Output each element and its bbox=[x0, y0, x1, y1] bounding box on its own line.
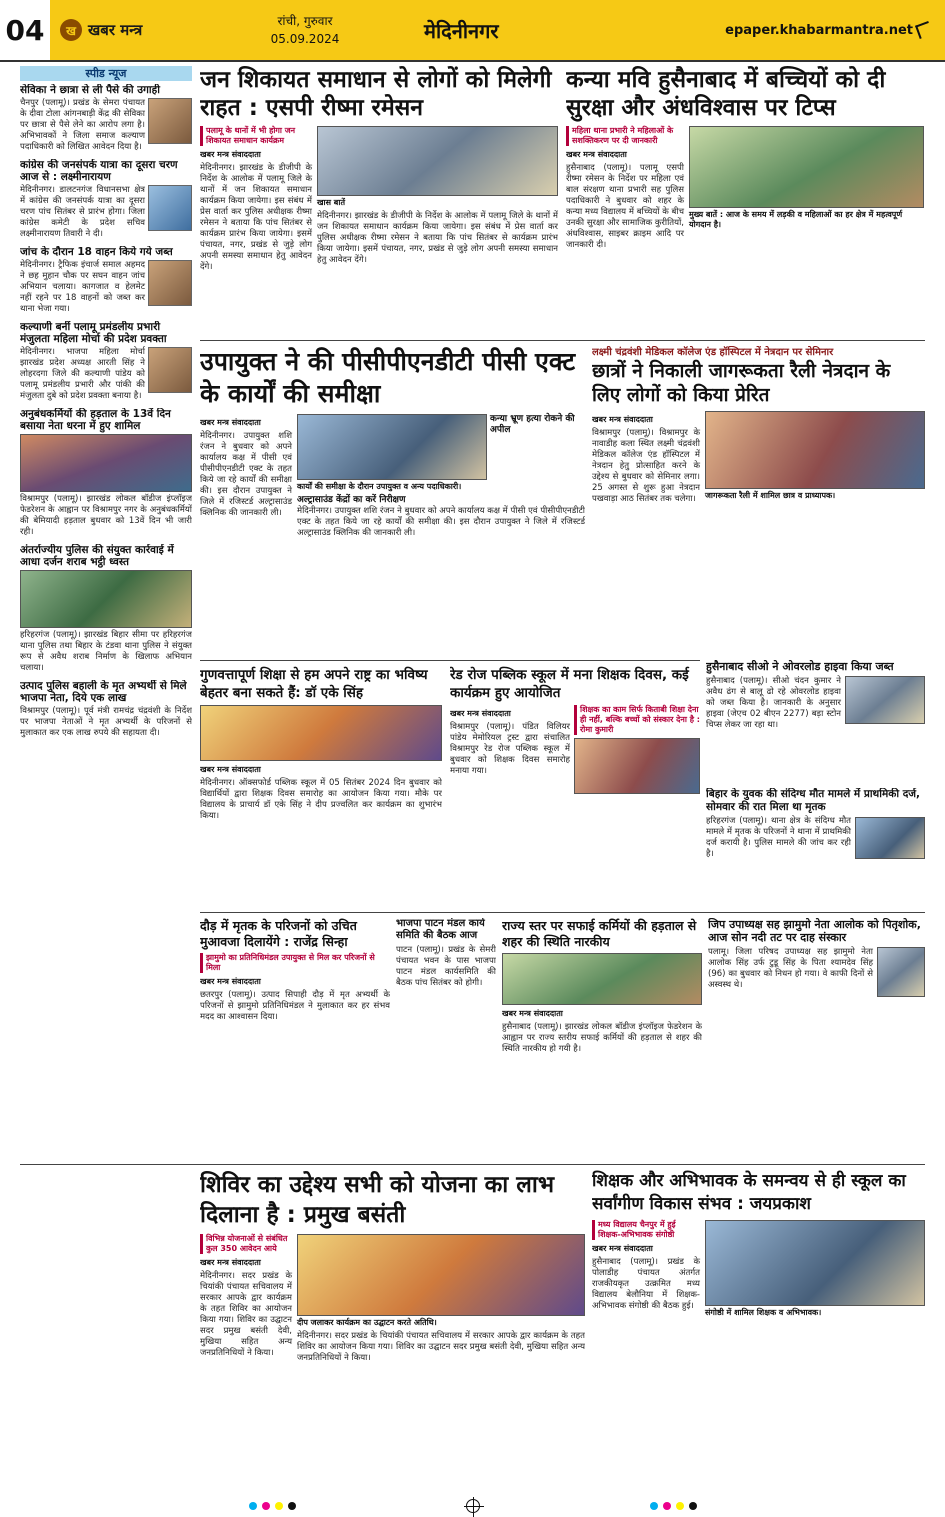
story-headline: हुसैनाबाद सीओ ने ओवरलोड हाइवा किया जब्त bbox=[706, 660, 894, 673]
photo-caption: खास बातें bbox=[317, 198, 346, 207]
left-story[interactable] bbox=[20, 159, 192, 240]
masthead bbox=[0, 0, 945, 62]
left-story-body: चैनपुर (पलामू)। प्रखंड के सेमरा पंचायत के दीवा टोला आंगनबाड़ी केंद्र की सेविका पर छात्रा से पैसे लेने का आरोप लगा है। अभिभावकों ने जिला समाज कल्याण पदाधिकारी को लिखित आवेदन दिया है। bbox=[20, 98, 145, 152]
byline: खबर मन्त्र संवाददाता bbox=[502, 1009, 563, 1018]
story-rajendra[interactable] bbox=[200, 918, 390, 1158]
story-subhead: झामुमो का प्रतिनिधिमंडल उपायुक्त से मिल कर परिजनों से मिला bbox=[200, 953, 390, 973]
accident-photo bbox=[855, 817, 925, 859]
story-photo bbox=[148, 260, 192, 306]
story-headline: बिहार के युवक की संदिग्ध मौत मामले में प्राथमिकी दर्ज, सोमवार की रात मिला था मृतक bbox=[706, 788, 921, 813]
rally-photo bbox=[705, 411, 925, 489]
color-registration-dots bbox=[650, 1502, 697, 1510]
story-kanya[interactable] bbox=[566, 66, 924, 334]
story-headline: गुणवत्तापूर्ण शिक्षा से हम अपने राष्ट्र का भविष्य बेहतर बना सकते हैं: डॉ एके सिंह bbox=[200, 667, 428, 701]
story-photo bbox=[148, 185, 192, 231]
story-body: मेदिनीनगर। झारखंड के डीजीपी के निर्देश के आलोक में पलामू जिले के थानों में जन शिकायत समाधान कार्यक्रम किया जायेगा। इस संबंध में प्रेस वार्ता कर पुलिस अधीक्षक रीष्मा रमेसन ने बताया कि पांच सितंबर से कार्यक्रम प्रारंभ किया जायेगा। इसमें पंचायत, नगर, प्रखंड से जुड़े लोग अपनी समस्या समाधान हेतु आवेदन देंगे। bbox=[200, 163, 312, 272]
story-headline: शिविर का उद्देश्य सभी को योजना का लाभ दिलाना है : प्रमुख बसंती bbox=[200, 1172, 554, 1228]
story-headline: छात्रों ने निकाली जागरूकता रैली नेत्रदान के लिए लोगों को किया प्रेरित bbox=[592, 360, 891, 406]
byline: खबर मन्त्र संवाददाता bbox=[566, 150, 627, 159]
photo-caption: जागरूकता रैली में शामिल छात्र व प्राध्यापक। bbox=[705, 491, 836, 500]
story-patan[interactable] bbox=[396, 918, 496, 1158]
story-shikshak[interactable] bbox=[592, 1170, 925, 1490]
left-story-headline: कल्याणी बनीं पलामू प्रमंडलीय प्रभारी मंजुलता महिला मोर्चा की प्रदेश प्रवक्ता bbox=[20, 321, 167, 345]
story-redrose[interactable] bbox=[450, 666, 700, 906]
left-story[interactable] bbox=[20, 544, 192, 674]
city-day: रांची, गुरुवार bbox=[277, 14, 333, 28]
story-pcpndt[interactable] bbox=[200, 346, 585, 654]
truck-photo bbox=[845, 676, 925, 724]
left-story-body: हरिहरगंज (पलामू)। झारखंड बिहार सीमा पर हरिहरगंज थाना पुलिस तथा बिहार के टंडवा थाना पुलिस ने संयुक्त रूप से अवैध शराब निर्माण के खिलाफ अभियान चलाया। bbox=[20, 630, 192, 673]
story-body: छतरपुर (पलामू)। उत्पाद सिपाही दौड़ में मृत अभ्यर्थी के परिजनों से झामुमो प्रतिनिधिमंडल ने मुलाकात कर हर संभव मदद का आश्वासन दिया। bbox=[200, 990, 390, 1022]
story-headline: कन्या मवि हुसैनाबाद में बच्चियों को दी सुरक्षा और अंधविश्वास पर टिप्स bbox=[566, 67, 886, 121]
story-headline: उपायुक्त ने की पीसीपीएनडीटी पीसी एक्ट के कार्यों की समीक्षा bbox=[200, 347, 576, 408]
byline: खबर मन्त्र संवाददाता bbox=[592, 415, 653, 424]
meeting-photo bbox=[705, 1220, 925, 1306]
byline: खबर मन्त्र संवाददाता bbox=[450, 709, 511, 718]
story-kicker: लक्ष्मी चंद्रवंशी मेडिकल कॉलेज एंड हॉस्पिटल में नेत्रदान पर सेमिनार bbox=[592, 347, 834, 358]
photo-caption: मुख्य बातें : आज के समय में लड़की व महिलाओं का हर क्षेत्र में महत्वपूर्ण योगदान है। bbox=[689, 210, 903, 229]
story-sp[interactable] bbox=[200, 66, 558, 334]
left-story[interactable] bbox=[20, 680, 192, 739]
story-photo bbox=[20, 570, 192, 628]
left-story-body: मेदिनीनगर। ट्रैफिक इंचार्ज समाल अहमद ने छह मुहान चौक पर सघन वाहन जांच अभियान चलाया। कागजात व हेलमेट नहीं रहने पर 18 वाहनों को जब्त कर थाना भेजा गया। bbox=[20, 260, 145, 314]
page-number: 04 bbox=[5, 13, 45, 47]
website-url: epaper.khabarmantra.net bbox=[725, 22, 913, 38]
story-subhead: मध्य विद्यालय चैनपुर में हुई शिक्षक-अभिभावक संगोष्ठी bbox=[592, 1220, 700, 1240]
left-column bbox=[20, 66, 192, 1156]
story-body: विश्रामपुर (पलामू)। पंडित विलियर पांडेय मेमोरियल ट्रस्ट द्वारा संचालित विश्रामपुर रेड रोज पब्लिक स्कूल में बुधवार को शिक्षक दिवस समारोह मनाया गया। bbox=[450, 722, 570, 776]
story-body: हरिहरगंज (पलामू)। थाना क्षेत्र के संदिग्ध मौत मामले में मृतक के परिजनों ने थाना में प्राथमिकी दर्ज करायी है। पुलिस मामले की जांच कर रही है। bbox=[706, 816, 851, 859]
byline: खबर मन्त्र संवाददाता bbox=[592, 1244, 653, 1253]
photo-caption: संगोष्ठी में शामिल शिक्षक व अभिभावक। bbox=[705, 1308, 822, 1317]
story-subhead: अल्ट्रासाउंड केंद्रों का करें निरीक्षण bbox=[297, 495, 406, 505]
epaper-link[interactable] bbox=[725, 23, 931, 38]
byline: खबर मन्त्र संवाददाता bbox=[200, 765, 261, 774]
divider bbox=[200, 660, 700, 661]
story-jp[interactable] bbox=[708, 918, 925, 1158]
divider bbox=[20, 1164, 925, 1165]
story-headline: जिप उपाध्यक्ष सह झामुमो नेता आलोक को पितृशोक, आज सोन नदी तट पर दाह संस्कार bbox=[708, 918, 921, 944]
left-story-body: मेदिनीनगर। भाजपा महिला मोर्चा झारखंड प्रदेश अध्यक्ष आरती सिंह ने लोहरदगा जिले की कल्याणी पांडेय को पलामू प्रमंडलीय प्रभारी और पांकी की मंजुलता दुबे को प्रदेश प्रवक्ता बनाया है। bbox=[20, 347, 145, 401]
byline: खबर मन्त्र संवाददाता bbox=[200, 977, 261, 986]
left-story-headline: जांच के दौरान 18 वाहन किये गये जब्त bbox=[20, 246, 173, 258]
speed-news-band: स्पीड न्यूज bbox=[20, 66, 192, 81]
teachers-day-photo bbox=[200, 705, 442, 761]
story-headline: शिक्षक और अभिभावक के समन्वय से ही स्कूल का सर्वांगीण विकास संभव : जयप्रकाश bbox=[592, 1171, 906, 1214]
color-registration-dots bbox=[249, 1502, 296, 1510]
story-rally[interactable] bbox=[592, 346, 925, 654]
byline: खबर मन्त्र संवाददाता bbox=[200, 1258, 261, 1267]
story-body: विश्रामपुर (पलामू)। विश्रामपुर के नावाडीह कला स्थित लक्ष्मी चंद्रवंशी मेडिकल कॉलेज एंड हॉस्पिटल में नेत्रदान हेतु प्रोत्साहित करने के उद्देश्य से बुधवार को सेमिनार लगा। 25 अगस्त से शुरू हुआ नेत्रदान पखवाड़ा आठ सितंबर तक चलेगा। bbox=[592, 428, 700, 504]
story-subhead: शिक्षक का काम सिर्फ किताबी शिक्षा देना ही नहीं, बल्कि बच्चों को संस्कार देना है : रोमा कुमारी bbox=[574, 705, 700, 735]
brand-name: खबर मन्त्र bbox=[88, 21, 143, 39]
divider bbox=[200, 912, 925, 913]
kanya-photo bbox=[689, 126, 924, 208]
story-body: हुसैनाबाद (पलामू)। प्रखंड के पोलाडीह पंचायत अंतर्गत राजकीयकृत उत्क्रमित मध्य विद्यालय बेलौनिया में शिक्षक-अभिभावक संगोष्ठी की बैठक हुई। bbox=[592, 1257, 700, 1311]
story-headline: राज्य स्तर पर सफाई कर्मियों की हड़ताल से शहर की स्थिति नारकीय bbox=[502, 918, 697, 949]
story-headline: भाजपा पाटन मंडल कार्य समिति की बैठक आज bbox=[396, 918, 485, 941]
meeting-photo bbox=[297, 414, 487, 480]
left-story-headline: अंतर्राज्यीय पुलिस की संयुक्त कार्रवाई में आधा दर्जन शराब भट्ठी ध्वस्त bbox=[20, 544, 174, 568]
story-subhead: कन्या भ्रूण हत्या रोकने की अपील bbox=[490, 414, 575, 435]
issue-date: 05.09.2024 bbox=[270, 32, 340, 46]
left-story-body: मेदिनीनगर। डालटनगंज विधानसभा क्षेत्र में कांग्रेस की जनसंपर्क यात्रा का दूसरा चरण पांच सितंबर से प्रारंभ होगा। जिला कांग्रेस कमेटी के प्रदेश सचिव लक्ष्मीनारायण तिवारी ने दी। bbox=[20, 185, 145, 239]
story-body: मेदिनीनगर। झारखंड के डीजीपी के निर्देश के आलोक में पलामू जिले के थानों में जन शिकायत समाधान कार्यक्रम किया जायेगा। इस संबंध में प्रेस वार्ता कर पुलिस अधीक्षक रीष्मा रमेसन ने बताया कि पांच सितंबर से कार्यक्रम प्रारंभ किया जायेगा। इसमें पंचायत, नगर, प्रखंड से जुड़े लोग अपनी समस्या समाधान हेतु आवेदन देंगे। bbox=[317, 211, 558, 265]
byline: खबर मन्त्र संवाददाता bbox=[200, 418, 261, 427]
story-hywa[interactable] bbox=[706, 660, 925, 782]
photo-caption: कार्यों की समीक्षा के दौरान उपायुक्त व अन्य पदाधिकारी। bbox=[297, 482, 462, 491]
left-story-headline: अनुबंधकर्मियों की हड़ताल के 13वें दिन बसाया नेता धरना में हुए शामिल bbox=[20, 408, 171, 432]
left-story[interactable] bbox=[20, 84, 192, 153]
story-photo bbox=[148, 98, 192, 144]
story-subhead: पलामू के थानों में भी होगा जन शिकायत समाधान कार्यक्रम bbox=[200, 126, 312, 146]
sp-photo bbox=[317, 126, 558, 196]
portrait-photo bbox=[877, 947, 925, 997]
registration-mark-icon bbox=[466, 1499, 480, 1513]
story-body: हुसैनाबाद (पलामू)। झारखंड लोकल बॉडीज इंप्लॉइज फेडरेशन के आह्वान पर राज्य स्तरीय सफाई कर्मियों की हड़ताल से शहर की स्थिति नारकीय हो गयी है। bbox=[502, 1022, 702, 1054]
story-headline: जन शिकायत समाधान से लोगों को मिलेगी राहत : एसपी रीष्मा रमेसन bbox=[200, 67, 552, 121]
story-body: पाटन (पलामू)। प्रखंड के सेमरी पंचायत भवन के पास भाजपा पाटन मंडल कार्यसमिति की बैठक पांच सितंबर को होगी। bbox=[396, 945, 496, 988]
left-story-body: विश्रामपुर (पलामू)। पूर्व मंत्री रामचंद्र चंद्रवंशी के निर्देश पर भाजपा नेताओं ने मृत अभ्यर्थी के परिजनों से मुलाकात कर एक लाख रुपये की सहायता दी। bbox=[20, 706, 192, 738]
print-footer bbox=[0, 1495, 945, 1517]
story-bihar[interactable] bbox=[706, 788, 925, 908]
story-shivir[interactable] bbox=[200, 1170, 585, 1490]
left-story-headline: कांग्रेस की जनसंपर्क यात्रा का दूसरा चरण आज से : लक्ष्मीनारायण bbox=[20, 159, 178, 183]
left-story-headline: उत्पाद पुलिस बहाली के मृत अभ्यर्थी से मिले भाजपा नेता, दिये एक लाख bbox=[20, 680, 187, 704]
story-body: मेदिनीनगर। उपायुक्त शशि रंजन ने बुधवार को अपने कार्यालय कक्ष में पीसी एवं पीसीपीएनडीटी एक्ट के तहत किये जा रहे कार्यों की समीक्षा की। इस दौरान उपायुक्त ने जिले में रजिस्टर्ड अल्ट्रासाउंड क्लिनिक की जानकारी ली। bbox=[200, 431, 292, 518]
camp-photo bbox=[297, 1234, 585, 1316]
brand-logo[interactable] bbox=[50, 0, 200, 60]
dateline bbox=[200, 0, 410, 60]
story-body: मेदिनीनगर। उपायुक्त शशि रंजन ने बुधवार को अपने कार्यालय कक्ष में पीसी एवं पीसीपीएनडीटी एक्ट के तहत किये जा रहे कार्यों की समीक्षा की। इस दौरान उपायुक्त ने जिले में रजिस्टर्ड अल्ट्रासाउंड क्लिनिक की जानकारी ली। bbox=[297, 506, 585, 538]
section-name: मेदिनीनगर bbox=[424, 18, 499, 43]
story-subhead: महिला थाना प्रभारी ने महिलाओं के सशक्तिकरण पर दी जानकारी bbox=[566, 126, 684, 146]
story-body: पलामू। जिला परिषद उपाध्यक्ष सह झामुमो नेता आलोक सिंह उर्फ टुडू सिंह के पिता श्यामदेव सिंह (96) का बुधवार को निधन हो गया। वे काफी दिनों से अस्वस्थ थे। bbox=[708, 947, 873, 990]
left-story-headline: सेविका ने छात्रा से ली पैसे की उगाही bbox=[20, 84, 160, 96]
left-story-body: विश्रामपुर (पलामू)। झारखंड लोकल बॉडीज इंप्लॉइज फेडरेशन के आह्वान पर विश्रामपुर नगर के अनुबंधकर्मियों की बेमियादी हड़ताल बुधवार को 13वें दिन भी जारी रही। bbox=[20, 494, 192, 537]
section-bar bbox=[410, 0, 945, 60]
story-photo bbox=[20, 434, 192, 492]
story-body: मेदिनीनगर। सदर प्रखंड के चियांकी पंचायत सचिवालय में सरकार आपके द्वार कार्यक्रम के तहत शिविर का आयोजन किया गया। शिविर का उद्घाटन सदर प्रमुख बसंती देवी, मुखिया सहित अन्य जनप्रतिनिधियों ने किया। bbox=[200, 1271, 292, 1358]
story-headline: रेड रोज पब्लिक स्कूल में मना शिक्षक दिवस, कई कार्यक्रम हुए आयोजित bbox=[450, 667, 689, 701]
story-safai[interactable] bbox=[502, 918, 702, 1158]
garbage-photo bbox=[502, 953, 702, 1005]
story-body: हुसैनाबाद (पलामू)। सीओ चंदन कुमार ने अवैध ढंग से बालू ढो रहे ओवरलोड हाइवा को जब्त किया है। जानकारी के अनुसार हाइवा (जेएच 02 बीएन 2277) बड़ा स्टोन चिप्स लेकर जा रहा था। bbox=[706, 676, 841, 730]
cursor-icon bbox=[915, 21, 933, 39]
school-photo bbox=[574, 738, 700, 794]
brand-icon: ख bbox=[60, 19, 82, 41]
story-headline: दौड़ में मृतक के परिजनों को उचित मुआवजा दिलायेंगे : राजेंद्र सिन्हा bbox=[200, 918, 357, 949]
story-subhead: विभिन्न योजनाओं से संबंधित कुल 350 आवेदन आये bbox=[200, 1234, 292, 1254]
left-story[interactable] bbox=[20, 246, 192, 315]
story-photo bbox=[148, 347, 192, 393]
left-story[interactable] bbox=[20, 408, 192, 538]
story-body: हुसैनाबाद (पलामू)। पलामू एसपी रीष्मा रमेसन के निर्देश पर महिला एवं बाल संरक्षण थाना प्रभारी सह पुलिस पदाधिकारी ने बुधवार को शहर के कन्या मध्य विद्यालय में बच्चियों के बीच उनकी सुरक्षा और सामाजिक कुरीतियों, अंधविश्वास, साइबर क्राइम आदि पर जानकारी दी। bbox=[566, 163, 684, 250]
story-body: मेदिनीनगर। सदर प्रखंड के चियांकी पंचायत सचिवालय में सरकार आपके द्वार कार्यक्रम के तहत शिविर का आयोजन किया गया। शिविर का उद्घाटन सदर प्रमुख बसंती देवी, मुखिया सहित अन्य जनप्रतिनिधियों ने किया। bbox=[297, 1331, 585, 1363]
photo-caption: दीप जलाकर कार्यक्रम का उद्घाटन करते अतिथि। bbox=[297, 1318, 437, 1327]
story-body: मेदिनीनगर। ऑक्सफोर्ड पब्लिक स्कूल में 05 सितंबर 2024 दिन बुधवार को विद्यार्थियों द्वारा शिक्षक दिवस समारोह का आयोजन किया गया। मौके पर विद्यालय के प्राचार्य डॉ एके सिंह ने दीप प्रज्वलित कर कार्यक्रम का शुभारंभ किया। bbox=[200, 778, 442, 821]
story-gunvatta[interactable] bbox=[200, 666, 442, 906]
byline: खबर मन्त्र संवाददाता bbox=[200, 150, 261, 159]
divider bbox=[200, 340, 925, 341]
left-story[interactable] bbox=[20, 321, 192, 402]
